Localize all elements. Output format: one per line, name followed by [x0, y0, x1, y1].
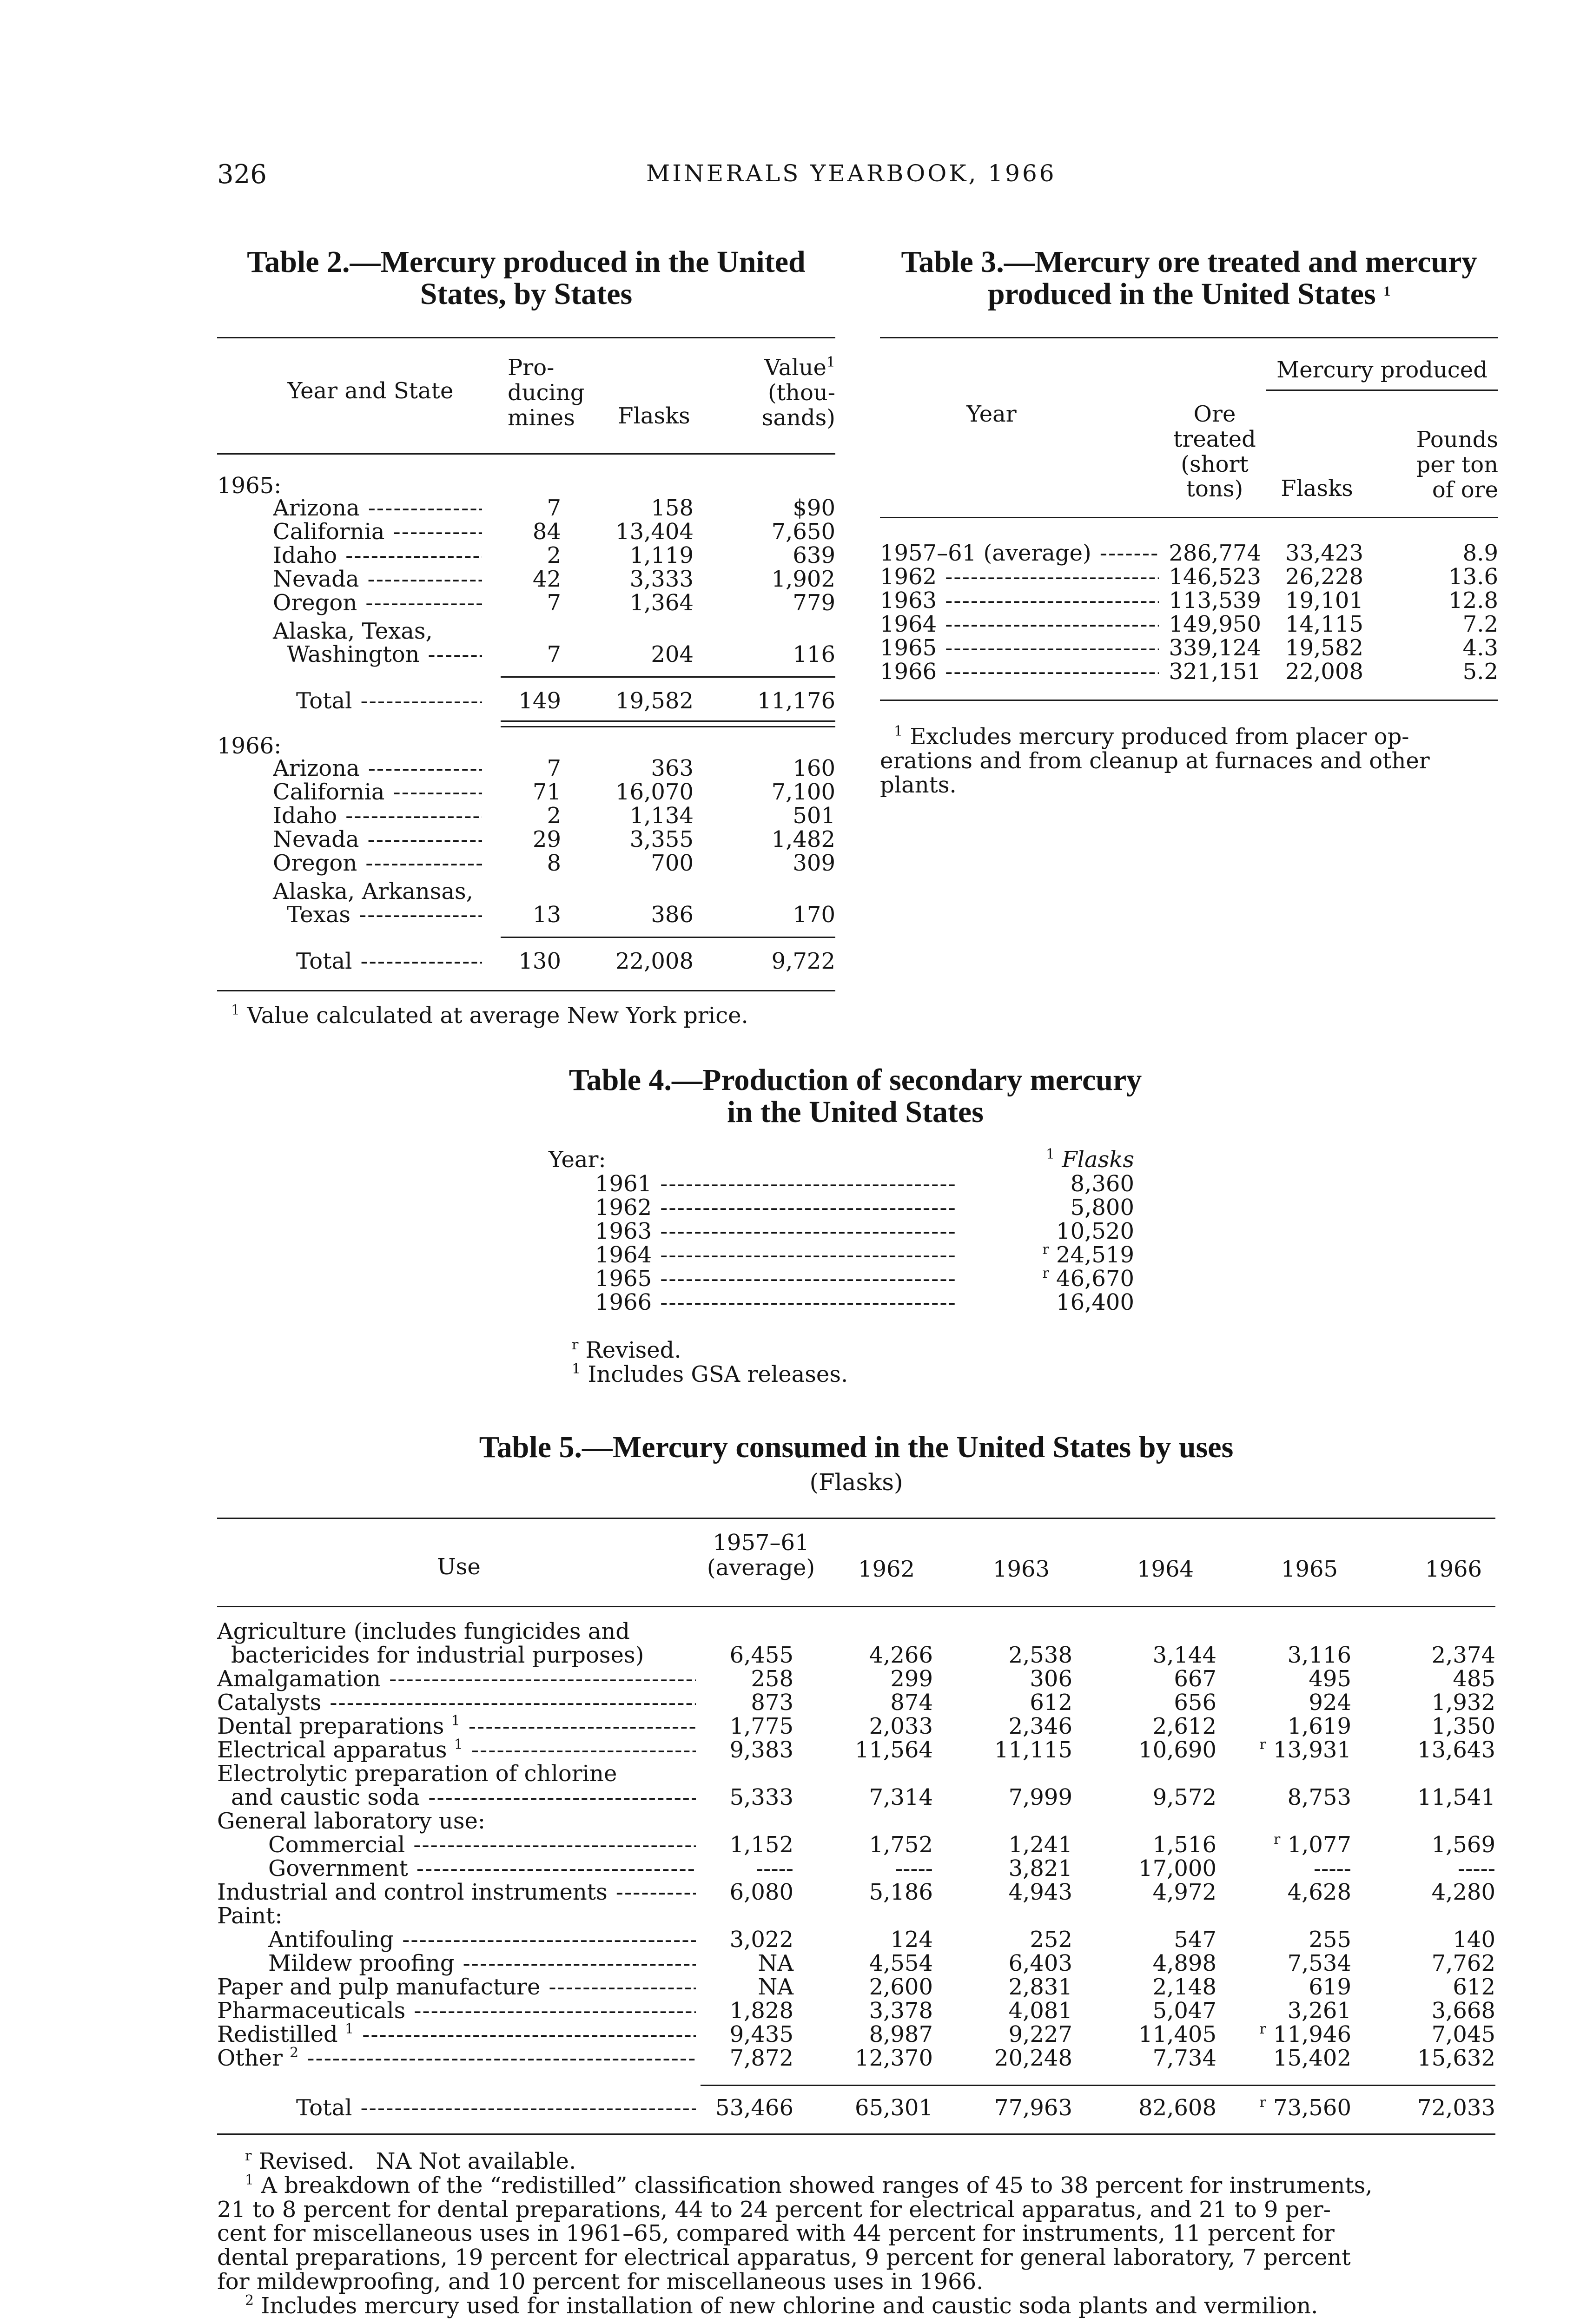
table-3-head-group: Mercury produced [1276, 357, 1487, 383]
table-row: 1957–61 (average) ----- 286,774 33,423 8.9 [880, 541, 1498, 568]
table-row: Arizona ----- 7 158 $90 [217, 496, 835, 522]
table-row: Electrical apparatus $^1$ ----- 9,383 11,564 11,115 10,690 $^r$ 13,931 13,643 [217, 1738, 1495, 1764]
table-row: 1962 ----- 146,523 26,228 13.6 [880, 565, 1498, 591]
table-row: 1961 ----- 8,360 [549, 1172, 1162, 1198]
table-2-state: Idaho [273, 544, 337, 568]
table-row: California ----- 71 16,070 7,100 [217, 780, 835, 806]
table-row: Government ----- ----- ----- 3,821 17,000 ----- ----- [217, 1857, 1495, 1883]
table-row: Oregon ----- 7 1,364 779 [217, 591, 835, 617]
table-2-state: California [273, 520, 385, 544]
table-5-use: Catalysts [217, 1691, 322, 1715]
table-5-use: Agriculture (includes fungicides and [217, 1620, 630, 1644]
table-2-state: Oregon [273, 591, 357, 615]
table-5-use: Commercial [268, 1833, 405, 1857]
table-row [217, 1904, 1495, 1930]
table-3-head-year: Year [966, 401, 1017, 427]
table-row: Oregon ----- 8 700 309 [217, 852, 835, 878]
table-3-caption: Table 3.—Mercury ore treated and mercury produced in the United States $^1$ [901, 245, 1477, 311]
table-5-head-1962: 1962 [858, 1556, 915, 1582]
table-row: and caustic soda ----- 5,333 7,314 7,999 9,572 8,753 11,541 [217, 1786, 1495, 1812]
table-5-total: Total ----- 53,466 65,301 77,963 82,608 $^r$ 73,560 72,033 [217, 2096, 1495, 2122]
table-5-head-1963: 1963 [992, 1556, 1050, 1582]
table-row: Pharmaceuticals ----- 1,828 3,378 4,081 5,047 3,261 3,668 [217, 1999, 1495, 2025]
table-2-caption: Table 2.—Mercury produced in the United States, by States [247, 245, 806, 311]
table-row: bactericides for industrial purposes) 6,455 4,266 2,538 3,144 3,116 2,374 [231, 1642, 1495, 1668]
table-row: California ----- 84 13,404 7,650 [217, 520, 835, 546]
table-row: Commercial ----- 1,152 1,752 1,241 1,516 $^r$ 1,077 1,569 [217, 1833, 1495, 1859]
table-5-use: Redistilled [217, 2023, 338, 2047]
table-2-state: California [273, 780, 385, 805]
table-3 [880, 242, 1498, 846]
running-head: MINERALS YEARBOOK, 1966 [646, 160, 1057, 187]
table-5-head-use: Use [437, 1554, 481, 1580]
table-row: Redistilled $^1$ ----- 9,435 8,987 9,227 11,405 $^r$ 11,946 7,045 [217, 2023, 1495, 2049]
table-5-use: Amalgamation [217, 1667, 381, 1691]
table-5-use: and caustic soda [231, 1786, 420, 1810]
table-5-subcaption: (Flasks) [809, 1469, 903, 1496]
table-3-head-pounds: Pounds per ton of ore [1416, 427, 1498, 503]
table-row: Nevada ----- 29 3,355 1,482 [217, 828, 835, 854]
table-4-year: 1961 [595, 1172, 652, 1196]
table-2-state: Oregon [273, 852, 357, 876]
table-row: 1965 ----- 339,124 19,582 4.3 [880, 636, 1498, 662]
table-row: Amalgamation ----- 258 299 306 667 495 485 [217, 1667, 1495, 1693]
table-2-state: Nevada [273, 568, 359, 592]
table-2-state: Washington [287, 643, 420, 667]
table-4-caption: Table 4.—Production of secondary mercury in the United States [569, 1063, 1142, 1129]
table-4-unit: Flasks [1062, 1147, 1134, 1173]
table-5-head-avg: 1957–61 (average) [707, 1530, 815, 1581]
table-2-head-flasks: Flasks [618, 403, 690, 429]
table-2-state: Nevada [273, 828, 359, 852]
table-5-head-1965: 1965 [1281, 1556, 1338, 1582]
table-4: Table 4.—Production of secondary mercury in the United States Year: $^1$ Flasks 1961 ----- 8,360 1962 ----- 5,800 1963 ----- 10,520 1964 ----- $^r$ 24,519 1965 ----- $^r$ 46,670 1966 ----- 16,400 $^r$ Revised. $^1$ Includes GSA releases. [530, 1064, 1181, 1413]
table-2-head-year-state: Year and State [287, 378, 454, 404]
table-5-caption: Table 5.—Mercury consumed in the United States by uses [479, 1430, 1234, 1464]
table-2-footnote: $^1$ Value calculated at average New York price. [231, 1002, 748, 1029]
table-row: Dental preparations $^1$ ----- 1,775 2,033 2,346 2,612 1,619 1,350 [217, 1715, 1495, 1741]
table-row: Paper and pulp manufacture ----- NA 2,600 2,831 2,148 619 612 [217, 1975, 1495, 2001]
table-5-use: Paint: [217, 1904, 283, 1928]
table-4-year-label: Year: [549, 1147, 606, 1173]
table-3-year: 1964 [880, 613, 937, 637]
table-row: Arizona ----- 7 363 160 [217, 757, 835, 783]
table-row: 1965 ----- $^r$ 46,670 [549, 1267, 1162, 1293]
table-row: Texas ----- 13 386 170 [217, 903, 835, 929]
table-2-state: Idaho [273, 804, 337, 828]
table-5-use: Government [268, 1857, 408, 1881]
table-5-use: Other [217, 2047, 283, 2071]
table-5-use: Dental preparations [217, 1715, 444, 1739]
table-2-total-1966: Total ----- 130 22,008 9,722 [217, 950, 835, 976]
table-5-use: Antifouling [268, 1928, 394, 1952]
table-row: 1963 ----- 113,539 19,101 12.8 [880, 589, 1498, 615]
table-3-year: 1966 [880, 660, 937, 684]
table-2-state: Arizona [273, 496, 360, 521]
table-row: Idaho ----- 2 1,134 501 [217, 804, 835, 830]
page-number: 326 [217, 159, 267, 190]
table-row: 1964 ----- $^r$ 24,519 [549, 1243, 1162, 1269]
table-2 [217, 242, 835, 1032]
table-2-state: Texas [287, 903, 351, 927]
table-2-year-1966: 1966: [217, 733, 282, 759]
table-5-notes: $^r$ Revised. NA Not available. $^1$ A breakdown of the “redistilled” classification showed ranges of 45 to 38 percent for instruments, 21 to 8 percent for dental preparations, 44 to 24 percent for electrical apparatus, and 21 to 9 per- cent for miscellaneous uses in 1961–65, compared with 44 percent for instruments, 11 percent for dental preparations, 19 percent for electrical apparatus, 9 percent for general laboratory, 7 percent for mildewproofing, and 10 percent for miscellaneous uses in 1966. $^2$ Includes mercury used for installation of new chlorine and caustic soda plants and vermilion. [217, 2148, 1373, 2319]
table-row: 1966 ----- 16,400 [549, 1291, 1162, 1317]
table-4-year: 1965 [595, 1267, 652, 1291]
table-5-use: General laboratory use: [217, 1809, 486, 1834]
table-3-year: 1963 [880, 589, 937, 613]
table-3-year: 1957–61 (average) [880, 541, 1091, 566]
table-4-year: 1962 [595, 1196, 652, 1220]
table-row: Catalysts ----- 873 874 612 656 924 1,932 [217, 1691, 1495, 1717]
table-4-year: 1966 [595, 1291, 652, 1315]
table-3-footnote: $^1$ Excludes mercury produced from placer op- erations and from cleanup at furnaces and other plants. [880, 723, 1430, 798]
table-row: Antifouling ----- 3,022 124 252 547 255 140 [217, 1928, 1495, 1954]
table-5-use: Pharmaceuticals [217, 1999, 406, 2023]
table-5-use: Electrical apparatus [217, 1738, 447, 1763]
table-row: Industrial and control instruments ----- 6,080 5,186 4,943 4,972 4,628 4,280 [217, 1881, 1495, 1907]
table-row: 1966 ----- 321,151 22,008 5.2 [880, 660, 1498, 686]
table-row: Other $^2$ ----- 7,872 12,370 20,248 7,734 15,402 15,632 [217, 2047, 1495, 2073]
table-5-head-1966: 1966 [1425, 1556, 1482, 1582]
table-4-year: 1964 [595, 1243, 652, 1268]
table-2-year-1965: 1965: [217, 473, 282, 499]
table-2-head-mines: Pro- ducing mines [508, 355, 585, 431]
table-3-year: 1965 [880, 636, 937, 660]
table-5-use: Paper and pulp manufacture [217, 1975, 541, 2000]
table-5-head-1964: 1964 [1137, 1556, 1194, 1582]
table-4-notes: $^r$ Revised. $^1$ Includes GSA releases. [572, 1337, 848, 1387]
table-row: 1963 ----- 10,520 [549, 1220, 1162, 1246]
table-5-use: Mildew proofing [268, 1952, 455, 1976]
table-5 [217, 1432, 1495, 2324]
table-row: Idaho ----- 2 1,119 639 [217, 544, 835, 570]
table-row: 1964 ----- 149,950 14,115 7.2 [880, 613, 1498, 639]
table-row: Washington ----- 7 204 116 [217, 643, 835, 669]
table-2-state: Alaska, Arkansas, [273, 878, 473, 905]
table-5-use: bactericides for industrial purposes) [231, 1644, 644, 1668]
table-3-head-flasks: Flasks [1281, 475, 1353, 502]
table-2-state: Alaska, Texas, [273, 618, 433, 644]
table-4-year: 1963 [595, 1220, 652, 1244]
table-3-head-ore: Ore treated (short tons) [1173, 401, 1256, 502]
table-row: Nevada ----- 42 3,333 1,902 [217, 568, 835, 594]
table-3-year: 1962 [880, 565, 937, 589]
table-5-use: Electrolytic preparation of chlorine [217, 1762, 617, 1786]
table-5-use: Industrial and control instruments [217, 1881, 608, 1905]
table-2-state: Arizona [273, 757, 360, 781]
table-row: 1962 ----- 5,800 [549, 1196, 1162, 1222]
table-2-total-1965: Total ----- 149 19,582 11,176 [217, 689, 835, 715]
table-row: Mildew proofing ----- NA 4,554 6,403 4,898 7,534 7,762 [217, 1952, 1495, 1978]
table-2-head-value: Value$^1$ (thou- sands) [761, 354, 835, 431]
